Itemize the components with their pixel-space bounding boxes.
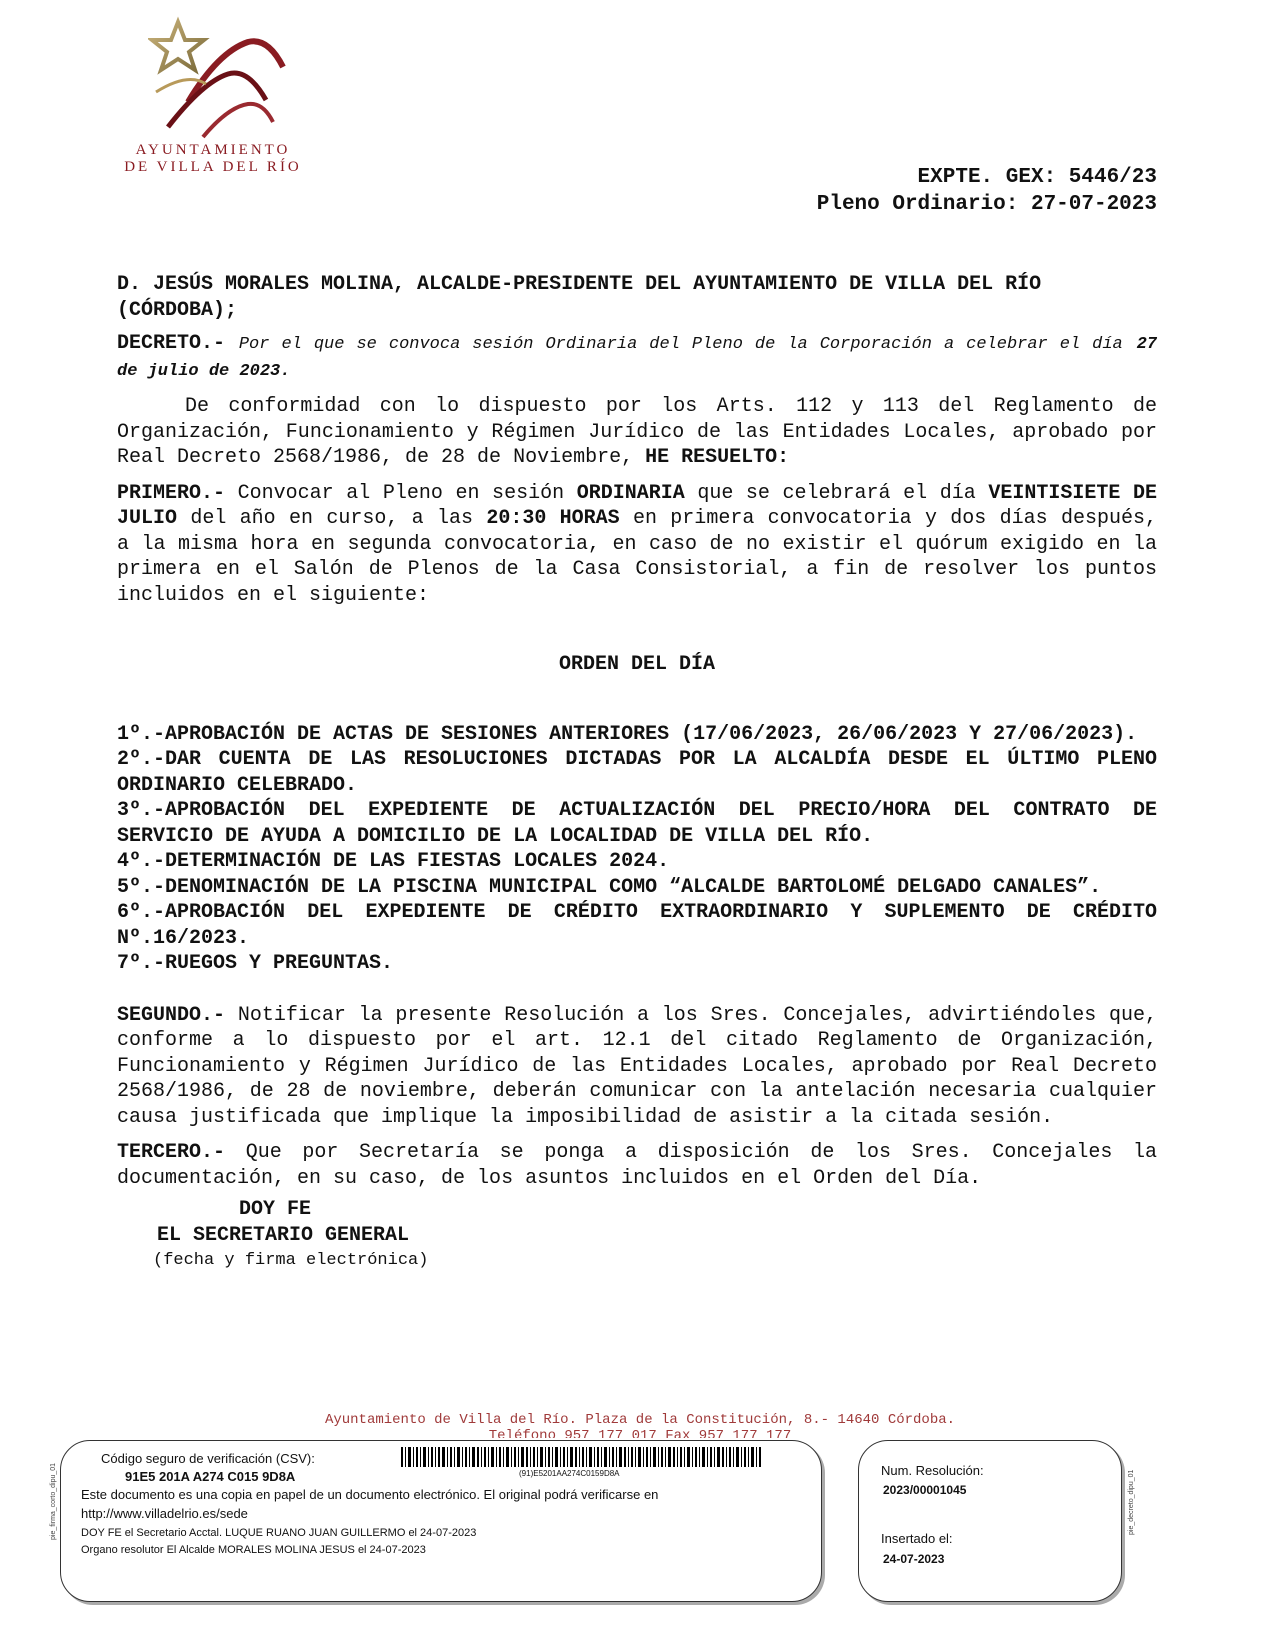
primero-hora: 20:30 HORAS [486, 507, 620, 530]
document-body [117, 272, 1157, 1274]
doy-fe-secretario: DOY FE el Secretario Acctal. LUQUE RUANO JUAN GUILLERMO el 24-07-2023 [81, 1527, 477, 1539]
copy-note: Este documento es una copia en papel de un documento electrónico. El original podrá verificarse en [81, 1487, 659, 1502]
tercero-label: TERCERO.- [117, 1141, 226, 1164]
segundo-paragraph [117, 1003, 1157, 1131]
secretario-title: EL SECRETARIO GENERAL [157, 1223, 410, 1247]
primero-text-3: del año en curso, a las [190, 507, 473, 530]
list-item: 1º.-APROBACIÓN DE ACTAS DE SESIONES ANTERIORES (17/06/2023, 26/06/2023 Y 27/06/2023). [117, 722, 1138, 746]
num-resolucion-label: Num. Resolución: [881, 1463, 984, 1478]
conformidad-text: De conformidad con lo dispuesto por los Arts. 112 y 113 del Reglamento de Organización, Funcionamiento y Régimen Jurídico de las Entidades Locales, aprobado por Real Decreto 2568/1986, de 28 de Noviembre, [117, 395, 1157, 469]
expediente-header [817, 164, 1157, 218]
he-resuelto: HE RESUELTO: [645, 446, 790, 469]
list-item: 3º.-APROBACIÓN DEL EXPEDIENTE DE ACTUALIZACIÓN DEL PRECIO/HORA DEL CONTRATO DE SERVICIO DE AYUDA A DOMICILIO DE LA LOCALIDAD DE VILLA DEL RÍO. [117, 799, 1157, 848]
orden-del-dia-title: ORDEN DEL DÍA [558, 653, 716, 676]
tercero-text: Que por Secretaría se ponga a disposición de los Sres. Concejales la documentación, en su caso, de los asuntos incluidos en el Orden del Día. [117, 1141, 1157, 1190]
num-resolucion-value: 2023/00001045 [883, 1483, 967, 1497]
pleno-date: Pleno Ordinario: 27-07-2023 [816, 193, 1157, 216]
decreto-date: 27 de julio de 2023. [117, 335, 1157, 381]
list-item: 5º.-DENOMINACIÓN DE LA PISCINA MUNICIPAL COMO “ALCALDE BARTOLOMÉ DELGADO CANALES”. [117, 875, 1102, 899]
tercero-paragraph [117, 1140, 1157, 1191]
primero-text-4: en primera convocatoria y dos días después, a la misma hora en segunda convocatoria, en caso de no existir el quórum exigido en la primera en el Salón de Plenos de la Casa Consistorial, a fin de resolver los puntos incluidos en el siguiente: [117, 507, 1157, 607]
list-item: 7º.-RUEGOS Y PREGUNTAS. [117, 952, 394, 975]
segundo-text: Notificar la presente Resolución a los Sres. Concejales, advirtiéndoles que, conforme a lo dispuesto por el art. 12.1 del citado Reglamento de Organización, Funcionamiento y Régimen Jurídico de las Entidades Locales, aprobado por Real Decreto 2568/1986, de 28 de noviembre, deberán comunicar con la antelación necesaria cualquier causa justificada que implique la imposibilidad de asistir a la citada sesión. [117, 1003, 1157, 1129]
csv-code: 91E5 201A A274 C015 9D8A [125, 1469, 296, 1484]
primero-paragraph [117, 481, 1157, 609]
primero-dia: VEINTISIETE DE JULIO [117, 481, 1157, 530]
list-item: 6º.-APROBACIÓN DEL EXPEDIENTE DE CRÉDITO EXTRAORDINARIO Y SUPLEMENTO DE CRÉDITO Nº.16/2023. [117, 901, 1157, 950]
footer-address-line1: Ayuntamiento de Villa del Río. Plaza de la Constitución, 8.- 14640 Córdoba. [324, 1412, 956, 1428]
side-code-right: pie_decreto_dipu_01 [1128, 1469, 1135, 1535]
footer-address [300, 1412, 980, 1438]
list-item: 4º.-DETERMINACIÓN DE LAS FIESTAS LOCALES 2024. [117, 850, 670, 873]
ayuntamiento-logo [108, 12, 318, 175]
primero-text-1: Convocar al Pleno en sesión [237, 481, 565, 505]
insertado-date: 24-07-2023 [883, 1552, 945, 1566]
decreto-label: DECRETO.- [117, 332, 226, 355]
logo-text-line2: DE VILLA DEL RÍO [124, 159, 302, 175]
csv-verification-box [60, 1440, 822, 1602]
primero-label: PRIMERO.- [117, 481, 226, 505]
resolucion-box [858, 1440, 1122, 1602]
logo-text-line1: AYUNTAMIENTO [135, 142, 291, 158]
barcode-icon [401, 1447, 761, 1467]
alcalde-heading: D. JESÚS MORALES MOLINA, ALCALDE-PRESIDENTE DEL AYUNTAMIENTO DE VILLA DEL RÍO (CÓRDOBA); [117, 273, 1042, 322]
orden-items-list [117, 722, 1157, 977]
signature-block [117, 1197, 1157, 1274]
doy-fe: DOY FE [239, 1198, 312, 1221]
segundo-label: SEGUNDO.- [117, 1003, 226, 1027]
organo-resolutor: Organo resolutor El Alcalde MORALES MOLINA JESUS el 24-07-2023 [81, 1544, 426, 1556]
side-code-left: pie_firma_corto_dipu_01 [50, 1462, 57, 1540]
logo-star-mountain-icon [148, 12, 288, 140]
verification-url[interactable]: http://www.villadelrio.es/sede [81, 1506, 248, 1521]
decreto-text: Por el que se convoca sesión Ordinaria del Pleno de la Corporación a celebrar el día [238, 335, 1123, 354]
conformidad-paragraph [117, 394, 1157, 471]
list-item: 2º.-DAR CUENTA DE LAS RESOLUCIONES DICTADAS POR LA ALCALDÍA DESDE EL ÚLTIMO PLENO ORDINARIO CELEBRADO. [117, 748, 1157, 797]
expediente-gex: EXPTE. GEX: 5446/23 [917, 166, 1157, 189]
firma-note: (fecha y firma electrónica) [153, 1251, 429, 1270]
decreto-paragraph [117, 331, 1157, 384]
footer-address-line2: Teléfono 957 177 017 Fax 957 177 177 [488, 1428, 792, 1438]
primero-ordinaria: ORDINARIA [576, 481, 685, 505]
insertado-label: Insertado el: [881, 1531, 953, 1546]
primero-text-2: que se celebrará el día [697, 481, 976, 505]
barcode-text: (91)E5201AA274C0159D8A [519, 1469, 620, 1478]
csv-label: Código seguro de verificación (CSV): [101, 1451, 315, 1466]
